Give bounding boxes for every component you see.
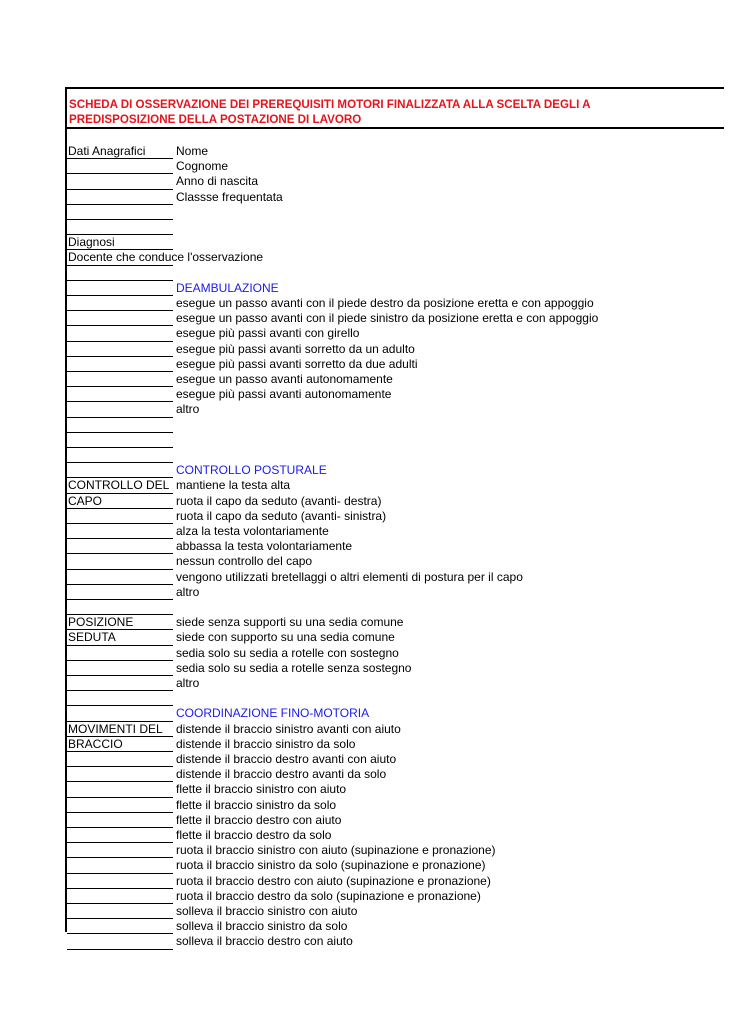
row-item-text: distende il braccio sinistro da solo [176,736,356,751]
form-row [65,281,724,296]
form-row [65,782,724,797]
form-row [65,889,724,904]
row-item-text: sedia solo su sedia a rotelle senza sostegno [176,660,412,675]
row-category-label [68,326,174,340]
row-category-label [68,418,174,432]
row-category-label [68,402,174,416]
observation-sheet [65,87,724,949]
row-category-label: Dati Anagrafici [68,144,146,158]
row-item-text: ruota il capo da seduto (avanti- destra) [176,493,382,508]
form-row [65,266,724,281]
row-item-text: vengono utilizzati bretellaggi o altri elementi di postura per il capo [176,569,523,584]
row-category-label [68,691,174,705]
section-heading: DEAMBULAZIONE [176,280,279,295]
row-underline [67,949,173,950]
row-item-text: distende il braccio destro avanti con aiuto [176,752,397,766]
row-category-label [68,889,174,903]
row-item-text: Nome [176,144,209,158]
row-item-text: esegue più passi avanti sorretto da due adulti [176,356,418,371]
form-row [65,509,724,524]
row-category-label [68,600,174,614]
form-row [65,706,724,721]
row-category-label [68,159,174,173]
row-item-text: esegue un passo avanti con il piede destro da posizione eretta e con appoggio [176,296,594,310]
section-heading: COORDINAZIONE FINO-MOTORIA [176,706,370,721]
row-item-text: esegue un passo avanti autonomamente [176,372,393,386]
sheet-title-line-1: SCHEDA DI OSSERVAZIONE DEI PREREQUISITI MOTORI FINALIZZATA ALLA SCELTA DEGLI A [69,98,591,111]
form-row [65,828,724,843]
form-row [65,463,724,478]
form-row [65,570,724,585]
row-item-text: Cognome [176,159,229,174]
row-category-label [68,387,174,401]
form-row [65,159,724,174]
form-row [65,524,724,539]
row-category-label: Diagnosi [68,235,115,250]
row-category-label [68,752,174,766]
row-item-text: flette il braccio destro da solo [176,828,332,842]
row-category-label [68,904,174,918]
form-row [65,737,724,752]
row-category-label [68,828,174,842]
row-item-text: ruota il braccio destro da solo (supinazione e pronazione) [176,888,481,903]
section-heading: CONTROLLO POSTURALE [176,463,327,478]
row-item-text: ruota il capo da seduto (avanti- sinistra) [176,508,387,523]
form-row [65,615,724,630]
row-item-text: nessun controllo del capo [176,554,313,569]
row-item-text: distende il braccio sinistro avanti con aiuto [176,721,401,736]
row-category-label [68,281,174,295]
row-category-label [68,570,174,584]
form-row [65,235,724,250]
form-row [65,646,724,661]
row-item-text: altro [176,584,200,599]
form-row [65,326,724,341]
row-category-label [68,539,174,553]
row-category-label [68,448,174,462]
row-item-text: solleva il braccio sinistro da solo [176,919,348,934]
row-category-label [68,357,174,371]
row-category-label [68,919,174,933]
form-row [65,554,724,569]
row-category-label [68,524,174,538]
row-item-text: flette il braccio sinistro da solo [176,797,337,812]
row-category-label [68,266,174,280]
form-row [65,342,724,357]
form-row [65,478,724,493]
row-item-text: mantiene la testa alta [176,478,291,493]
form-row [65,387,724,402]
row-category-label [68,190,174,204]
row-item-text: flette il braccio destro con aiuto [176,812,342,827]
row-category-label [68,843,174,857]
form-row [65,691,724,706]
row-item-text: siede senza supporti su una sedia comune [176,615,404,630]
form-row [65,296,724,311]
form-row [65,934,724,949]
row-category-label [68,858,174,872]
form-row [65,752,724,767]
row-category-label [68,585,174,599]
form-row [65,433,724,448]
row-category-label [68,798,174,812]
form-row [65,402,724,417]
form-row [65,418,724,433]
form-row [65,205,724,220]
form-row [65,174,724,189]
form-row [65,539,724,554]
row-item-text: sedia solo su sedia a rotelle con sostegno [176,645,399,660]
row-item-text: Anno di nascita [176,174,259,189]
row-category-label: MOVIMENTI DEL [68,721,163,736]
row-category-label [68,433,174,447]
row-item-text: flette il braccio sinistro con aiuto [176,782,347,797]
form-row [65,144,724,159]
form-row [65,585,724,600]
form-row [65,311,724,326]
row-category-label: BRACCIO [68,736,123,751]
row-category-label: SEDUTA [68,630,116,645]
row-item-text: esegue più passi avanti sorretto da un adulto [176,341,415,356]
row-category-label [68,676,174,690]
title-underline [65,127,724,129]
row-category-label [68,874,174,888]
row-item-text: ruota il braccio sinistro con aiuto (supinazione e pronazione) [176,843,496,858]
sheet-title-line-2: PREDISPOSIZIONE DELLA POSTAZIONE DI LAVORO [69,113,362,126]
row-category-label [68,220,174,234]
form-row [65,904,724,919]
row-item-text: ruota il braccio sinistro da solo (supinazione e pronazione) [176,858,486,873]
form-row [65,813,724,828]
form-row [65,919,724,934]
row-category-label [68,342,174,356]
form-row [65,676,724,691]
row-category-label [68,205,174,219]
form-row [65,798,724,813]
form-row [65,190,724,205]
form-row [65,448,724,463]
row-category-label [68,372,174,386]
form-row [65,494,724,509]
form-row [65,630,724,645]
row-category-label [68,554,174,568]
row-category-label [68,767,174,781]
row-category-label [68,706,174,720]
form-row [65,767,724,782]
row-item-text: esegue più passi avanti autonomamente [176,387,392,402]
form-row [65,220,724,235]
row-item-text: solleva il braccio sinistro con aiuto [176,904,358,918]
row-category-label [68,296,174,310]
form-row [65,661,724,676]
row-category-label [68,174,174,188]
form-row [65,722,724,737]
row-category-label [68,311,174,325]
row-item-text: esegue più passi avanti con girello [176,326,360,341]
row-item-text: solleva il braccio destro con aiuto [176,934,353,949]
row-item-text: Classse frequentata [176,189,283,204]
row-item-text: esegue un passo avanti con il piede sinistro da posizione eretta e con appoggio [176,311,599,326]
row-category-label [68,661,174,675]
row-item-text: abbassa la testa volontariamente [176,539,353,554]
form-row [65,372,724,387]
form-row [65,600,724,615]
row-category-label: Docente che conduce l'osservazione [68,250,264,265]
row-category-label [68,463,174,477]
form-row [65,357,724,372]
form-row [65,843,724,858]
sheet-top-border [65,87,724,89]
row-item-text: distende il braccio destro avanti da solo [176,767,387,782]
row-category-label [68,509,174,523]
row-category-label [68,646,174,660]
row-category-label [68,782,174,796]
row-category-label: CONTROLLO DEL [68,478,170,493]
form-row [65,250,724,265]
row-category-label [68,813,174,827]
row-item-text: altro [176,402,200,417]
row-item-text: altro [176,676,200,690]
row-category-label: POSIZIONE [68,615,134,630]
row-item-text: alza la testa volontariamente [176,524,329,538]
row-item-text: siede con supporto su una sedia comune [176,630,395,645]
row-item-text: ruota il braccio destro con aiuto (supinazione e pronazione) [176,873,491,888]
form-row [65,858,724,873]
row-category-label: CAPO [68,493,103,508]
form-row [65,874,724,889]
row-category-label [68,934,174,948]
